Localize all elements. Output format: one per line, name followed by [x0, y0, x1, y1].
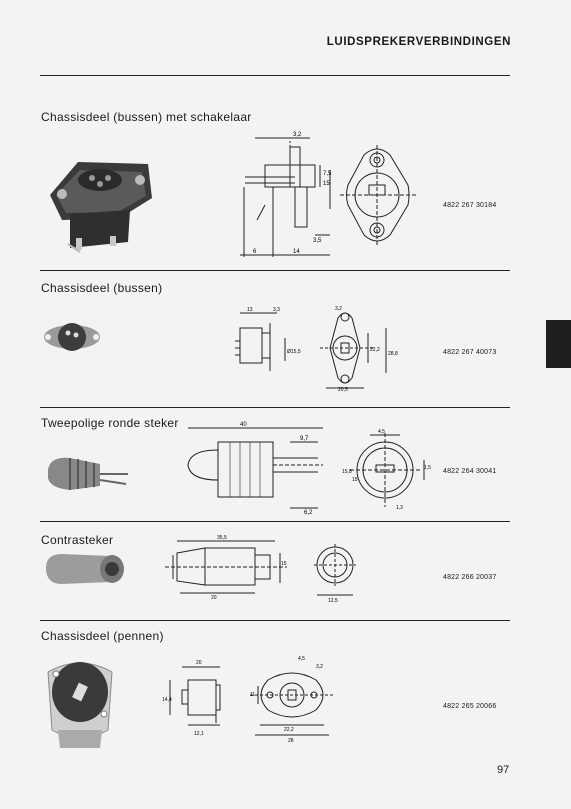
connector-photo: [40, 315, 100, 360]
dimension-label: 12,1: [194, 731, 204, 737]
dimension-label: 3,3: [273, 307, 280, 313]
section-title: Chassisdeel (pennen): [41, 629, 164, 643]
section-divider: [40, 270, 510, 271]
dimension-label: 15: [281, 561, 287, 567]
dimension-label: 40: [240, 422, 247, 428]
dimension-label: 11: [250, 692, 256, 698]
dimension-label: 14: [293, 249, 300, 255]
section-index-tab: [546, 320, 571, 368]
dimension-label: 20: [196, 660, 202, 666]
front-view-drawing: [250, 650, 335, 745]
dimension-label: 3,2: [293, 132, 302, 138]
part-number: 4822 265 20066: [443, 703, 497, 710]
front-view-drawing: [340, 425, 435, 515]
side-view-drawing: [165, 533, 290, 603]
dimension-label: 28,8: [388, 351, 398, 357]
dimension-label: 13: [247, 307, 253, 313]
dimension-label: 20: [211, 595, 217, 601]
dimension-label: 3,2: [316, 664, 323, 670]
dimension-label: 14,4: [162, 697, 172, 703]
dimension-label: 7,5: [323, 171, 332, 177]
dimension-label: 9,7: [300, 436, 309, 442]
page-header-title: LUIDSPREKERVERBINDINGEN: [326, 36, 511, 48]
part-number: 4822 264 30041: [443, 468, 497, 475]
dimension-label: 1,3: [396, 505, 403, 511]
dimension-label: 22,2: [284, 727, 294, 733]
dimension-label: 4,5: [378, 429, 385, 435]
part-number: 4822 266 20037: [443, 574, 497, 581]
side-view-drawing: [235, 125, 335, 260]
front-view-drawing: [340, 145, 420, 250]
connector-photo: [40, 150, 160, 255]
dimension-label: 28: [288, 738, 294, 744]
side-view-drawing: [235, 303, 315, 375]
side-view-drawing: [160, 655, 240, 740]
section-title: Chassisdeel (bussen) met schakelaar: [41, 110, 252, 124]
dimension-label: 35,5: [217, 535, 227, 541]
connector-photo: [40, 650, 120, 755]
front-view-drawing: [320, 303, 410, 393]
dimension-label: 3,5: [313, 238, 322, 244]
section-divider: [40, 407, 510, 408]
dimension-label: 15,8: [342, 469, 352, 475]
dimension-label: 15: [323, 181, 330, 187]
connector-photo: [40, 548, 130, 590]
front-view-drawing: [310, 540, 370, 605]
dimension-label: 12,5: [328, 598, 338, 604]
connector-photo: [40, 448, 130, 498]
dimension-label: 22,2: [370, 347, 380, 353]
section-divider: [40, 521, 510, 522]
section-title: Chassisdeel (bussen): [41, 281, 163, 295]
section-title: Tweepolige ronde steker: [41, 416, 179, 430]
dimension-label: 1,5: [424, 465, 431, 471]
dimension-label: 15: [352, 477, 358, 483]
part-number: 4822 267 30184: [443, 202, 497, 209]
dimension-label: 3,2: [335, 306, 342, 312]
side-view-drawing: [178, 420, 328, 520]
part-number: 4822 267 40073: [443, 349, 497, 356]
dimension-label: Ø15,5: [287, 349, 301, 355]
dimension-label: 6: [253, 249, 257, 255]
dimension-label: 4,5: [298, 656, 305, 662]
header-rule: [40, 75, 510, 76]
section-title: Contrasteker: [41, 533, 114, 547]
section-divider: [40, 620, 510, 621]
dimension-label: 20,5: [338, 387, 348, 393]
page-number: 97: [497, 764, 510, 776]
dimension-label: 6,2: [304, 510, 313, 516]
